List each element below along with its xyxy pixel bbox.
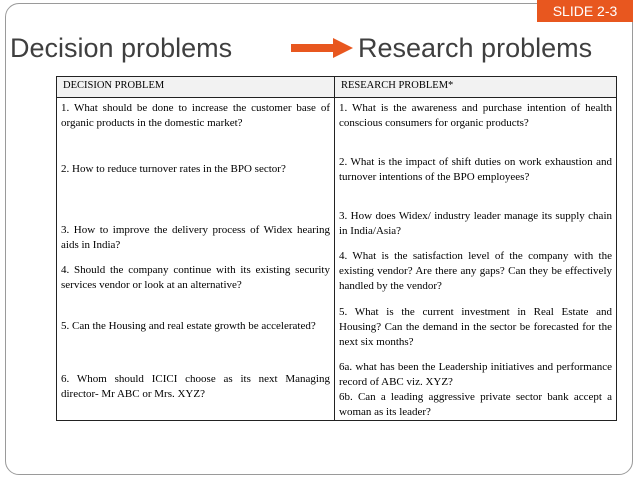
- decision-item: 4. Should the company continue with its existing security services vendor or look at an alternative?: [61, 264, 330, 292]
- research-problems-cell: [335, 98, 617, 421]
- decision-item: 5. Can the Housing and real estate growth be accelerated?: [61, 320, 316, 332]
- research-item: 2. What is the impact of shift duties on work exhaustion and turnover intentions of the BPO employees?: [339, 156, 612, 184]
- research-item: 3. How does Widex/ industry leader manage its supply chain in India/Asia?: [339, 210, 612, 238]
- decision-item: 2. How to reduce turnover rates in the BPO sector?: [61, 163, 286, 175]
- decision-problems-cell: [57, 98, 335, 421]
- decision-item: 3. How to improve the delivery process of Widex hearing aids in India?: [61, 224, 330, 252]
- research-item: 1. What is the awareness and purchase intention of health conscious consumers for organic products?: [339, 102, 612, 130]
- slide-number-badge: SLIDE 2-3: [537, 0, 633, 22]
- research-item: 4. What is the satisfaction level of the company with the existing vendor? Are there any gaps? Can they be effectively handled by the vendor?: [339, 250, 612, 293]
- research-item: 6a. what has been the Leadership initiatives and performance record of ABC viz. XYZ?: [339, 361, 612, 389]
- research-problem-header: RESEARCH PROBLEM*: [335, 77, 617, 98]
- decision-item: 6. Whom should ICICI choose as its next Managing director- Mr ABC or Mrs. XYZ?: [61, 373, 330, 401]
- slide-title-left: Decision problems: [10, 33, 233, 63]
- slide-title-right: Research problems: [358, 33, 593, 63]
- decision-problem-header: DECISION PROBLEM: [57, 77, 335, 98]
- decision-item: 1. What should be done to increase the customer base of organic products in the domestic market?: [61, 102, 330, 130]
- problems-table: [56, 76, 617, 421]
- research-item: 6b. Can a leading aggressive private sector bank accept a woman as its leader?: [339, 391, 612, 419]
- research-item: 5. What is the current investment in Real Estate and Housing? Can the demand in the sector be forecasted for the next six months?: [339, 306, 612, 349]
- right-arrow-icon: [291, 38, 353, 58]
